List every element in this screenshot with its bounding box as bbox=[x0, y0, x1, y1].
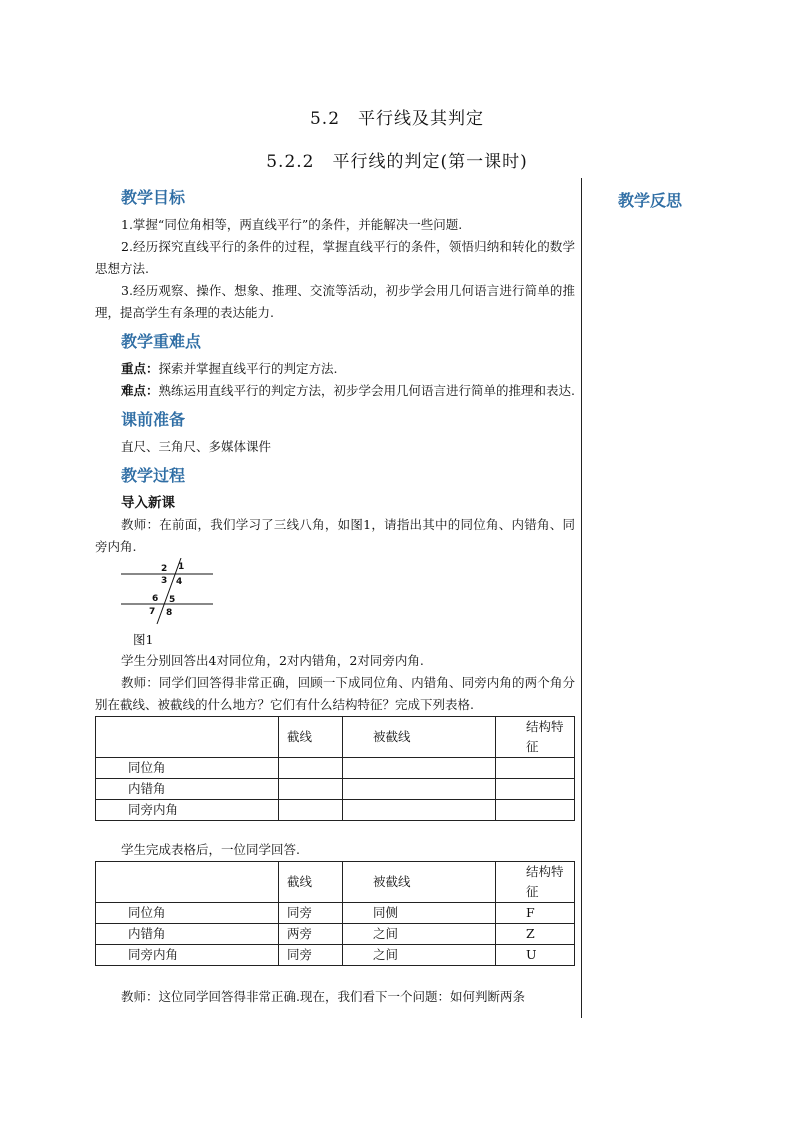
table-cell bbox=[343, 779, 496, 800]
table-header-row bbox=[96, 862, 575, 903]
intro-heading: 导入新课 bbox=[121, 495, 175, 511]
table-row bbox=[96, 779, 575, 800]
angle-label: 1 bbox=[178, 562, 185, 572]
figure-caption: 图1 bbox=[133, 632, 154, 647]
paragraph: 教师：同学们回答得非常正确，回顾一下成同位角、内错角、同旁内角的两个角分别在截线、被截线的什么地方？它们有什么结构特征？完成下列表格. bbox=[95, 675, 575, 712]
table-cell: 同旁 bbox=[279, 903, 343, 924]
table-cell: 之间 bbox=[343, 945, 496, 966]
table-header-cell: 被截线 bbox=[343, 717, 496, 758]
goal-item: 3.经历观察、操作、想象、推理、交流等活动，初步学会用几何语言进行简单的推理，提高学生有条理的表达能力. bbox=[95, 283, 575, 320]
key-points-heading: 教学重难点 bbox=[121, 332, 202, 351]
reflection-heading: 教学反思 bbox=[618, 191, 683, 210]
table-row bbox=[96, 903, 575, 924]
key-point bbox=[95, 358, 575, 380]
angle-label: 4 bbox=[176, 577, 183, 587]
table-header-cell: 结构特征 bbox=[496, 717, 575, 758]
key-label: 重点： bbox=[121, 361, 159, 376]
prep-heading: 课前准备 bbox=[121, 410, 186, 429]
table-cell: 两旁 bbox=[279, 924, 343, 945]
prep-text: 直尺、三角尺、多媒体课件 bbox=[121, 439, 272, 454]
table-cell bbox=[279, 800, 343, 821]
table-cell: U bbox=[496, 945, 575, 966]
table-header-row bbox=[96, 717, 575, 758]
table-row bbox=[96, 945, 575, 966]
table-cell bbox=[279, 779, 343, 800]
table-row bbox=[96, 924, 575, 945]
angle-table-empty bbox=[95, 716, 575, 821]
table-cell: 同旁内角 bbox=[96, 800, 279, 821]
table-cell: 同旁 bbox=[279, 945, 343, 966]
table-cell: 内错角 bbox=[96, 924, 279, 945]
paragraph: 学生分别回答出4对同位角，2对内错角，2对同旁内角. bbox=[121, 653, 424, 668]
table-cell: 同旁内角 bbox=[96, 945, 279, 966]
paragraph: 教师：这位同学回答得非常正确.现在，我们看下一个问题：如何判断两条 bbox=[121, 989, 525, 1004]
angle-label: 2 bbox=[161, 564, 168, 574]
column-divider bbox=[581, 178, 582, 1018]
angle-label: 8 bbox=[166, 608, 173, 618]
process-heading: 教学过程 bbox=[121, 466, 186, 485]
figure-1 bbox=[121, 558, 575, 630]
angle-label: 5 bbox=[169, 595, 176, 605]
table-cell: Z bbox=[496, 924, 575, 945]
table-row bbox=[96, 800, 575, 821]
angle-label: 7 bbox=[149, 607, 156, 617]
difficulty-label: 难点： bbox=[121, 383, 159, 398]
table-cell bbox=[343, 800, 496, 821]
table-cell bbox=[496, 758, 575, 779]
table-cell: 之间 bbox=[343, 924, 496, 945]
angle-table-filled bbox=[95, 861, 575, 966]
main-column bbox=[95, 186, 575, 1008]
difficulty-point bbox=[95, 380, 575, 402]
difficulty-text: 熟练运用直线平行的判定方法，初步学会用几何语言进行简单的推理和表达. bbox=[158, 383, 575, 398]
table-header-cell: 截线 bbox=[279, 717, 343, 758]
table-header-cell bbox=[96, 717, 279, 758]
table-header-cell: 截线 bbox=[279, 862, 343, 903]
table-cell bbox=[279, 758, 343, 779]
table-cell bbox=[496, 779, 575, 800]
angle-label: 6 bbox=[152, 594, 159, 604]
table-header-cell: 结构特征 bbox=[496, 862, 575, 903]
table-row bbox=[96, 758, 575, 779]
paragraph: 学生完成表格后，一位同学回答. bbox=[121, 842, 300, 857]
paragraph: 教师：在前面，我们学习了三线八角，如图1，请指出其中的同位角、内错角、同旁内角. bbox=[95, 517, 575, 554]
document-subtitle: 5.2.2 平行线的判定(第一课时) bbox=[266, 152, 528, 172]
goals-heading: 教学目标 bbox=[121, 188, 186, 207]
angle-label: 3 bbox=[161, 576, 168, 586]
document-title: 5.2 平行线及其判定 bbox=[309, 109, 485, 129]
table-cell: 同侧 bbox=[343, 903, 496, 924]
table-header-cell bbox=[96, 862, 279, 903]
table-cell: 同位角 bbox=[96, 903, 279, 924]
three-lines-eight-angles-diagram bbox=[121, 558, 241, 630]
table-cell: 同位角 bbox=[96, 758, 279, 779]
table-cell bbox=[496, 800, 575, 821]
table-cell: 内错角 bbox=[96, 779, 279, 800]
table-cell bbox=[343, 758, 496, 779]
goal-item: 1.掌握“同位角相等，两直线平行”的条件，并能解决一些问题. bbox=[121, 217, 463, 232]
table-cell: F bbox=[496, 903, 575, 924]
goal-item: 2.经历探究直线平行的条件的过程，掌握直线平行的条件，领悟归纳和转化的数学思想方法. bbox=[95, 239, 575, 276]
key-text: 探索并掌握直线平行的判定方法. bbox=[158, 361, 338, 376]
table-header-cell: 被截线 bbox=[343, 862, 496, 903]
